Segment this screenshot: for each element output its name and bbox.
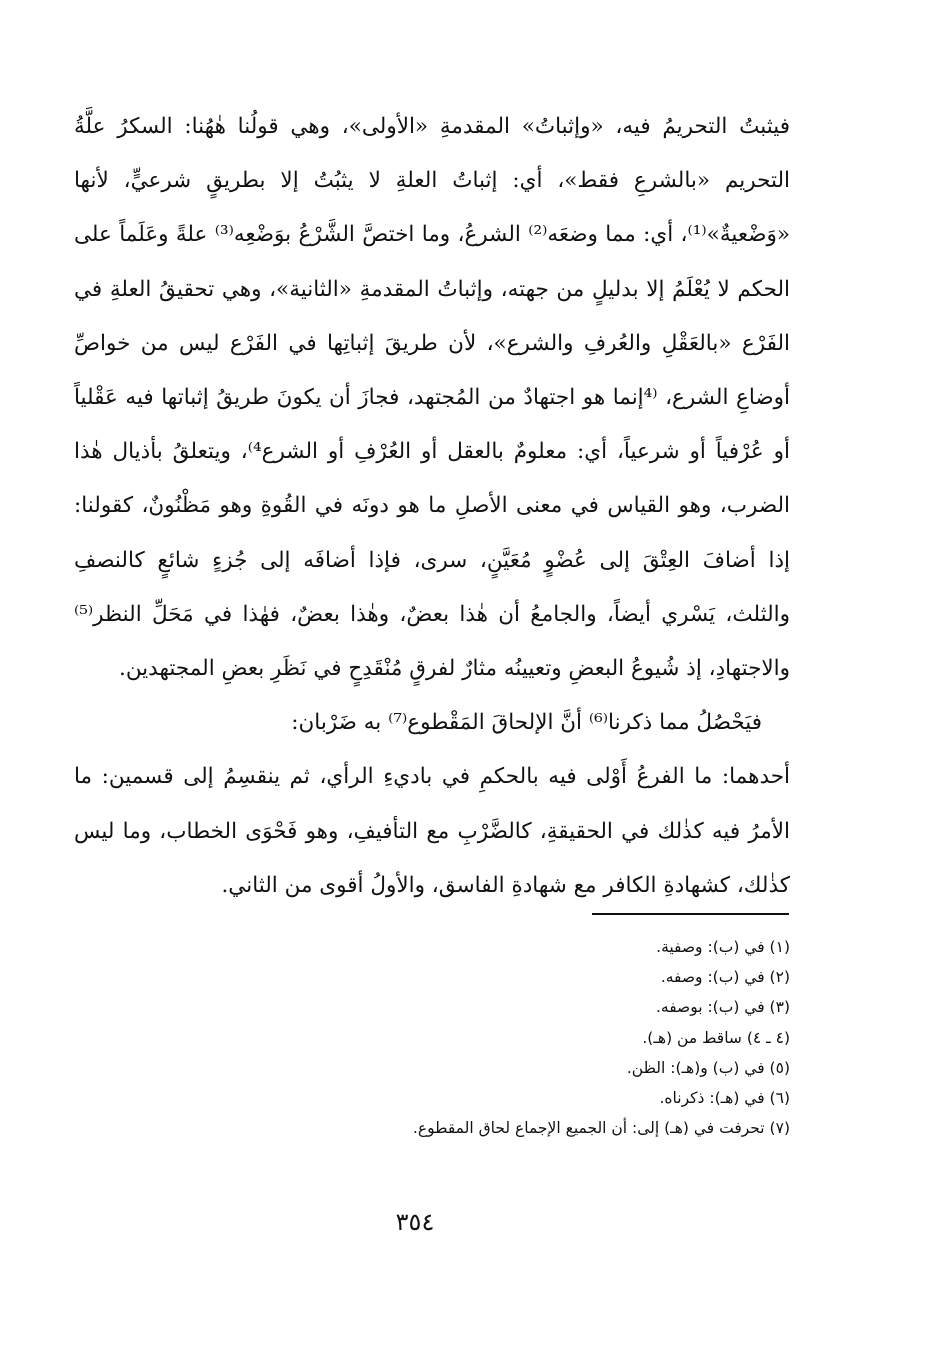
footnote-separator — [592, 913, 789, 915]
main-text-block — [74, 100, 790, 913]
footnote-1: (١) في (ب): وصفية. — [656, 938, 790, 956]
footnotes-list — [200, 932, 790, 1143]
footnote-5: (٥) في (ب) و(هـ): الظن. — [626, 1058, 790, 1077]
footnote-4: (٤ ـ ٤) ساقط من (هـ). — [642, 1028, 790, 1047]
paragraph-1: فيثبتُ التحريمُ فيه، «وإثباتُ» المقدمةِ «الأولى»، وهي قولُنا هٰهُنا: السكرُ علَّةُ التحريم «بالشرعِ فقط»، أي: إثباتُ العلةِ لا يثبُتُ إلا بطريقٍ شرعيٍّ، لأنها «وَضْعيةٌ»⁽¹⁾، أي: مما وضعَه⁽²⁾ الشرعُ، وما اختصَّ الشَّرْعُ بوَضْعِه⁽³⁾ علةً وعَلَماً على الحكم لا يُعْلَمُ إلا بدليلٍ من جهته، وإثباتُ المقدمةِ «الثانية»، وهي تحقيقُ العلةِ في الفَرْع «بالعَقْلِ والعُرفِ والشرع»، لأن طريقَ إثباتِها في الفَرْع ليس من خواصِّ أوضاعِ الشرع، ⁽⁴إنما هو اجتهادٌ من المُجتهد، فجازَ أن يكونَ طريقُ إثباتها فيه عَقْلياً أو عُرْفياً أو شرعياً، أي: معلومٌ بالعقل أو العُرْفِ أو الشرع⁴⁾، ويتعلقُ بأذيال هٰذا الضرب، وهو القياس في معنى الأصلِ ما هو دونَه في القُوةِ وهو مَظْنُونٌ، كقولنا: إذا أضافَ العِتْقَ إلى عُضْوٍ مُعَيَّنٍ، سرى، فإذا أضافَه إلى جُزءٍ شائعٍ كالنصفِ والثلث، يَسْري أيضاً، والجامعُ أن هٰذا بعضٌ، وهٰذا بعضٌ، فهٰذا في مَحَلِّ النظر⁽⁵⁾ والاجتهادِ، إذ شُيوعُ البعضِ وتعيينُه مثارٌ لفرقٍ مُنْقَدِحٍ في نَظَرِ بعضِ المجتهدين. — [74, 114, 791, 682]
page-number: ٣٥٤ — [395, 1208, 435, 1236]
paragraph-3: أحدهما: ما الفرعُ أَوْلى فيه بالحكمِ في باديءِ الرأي، ثم ينقسِمُ إلى قسمين: ما الأمرُ فيه كذٰلك في الحقيقةِ، كالضَّرْبِ مع التأفيفِ، وهو فَحْوَى الخطاب، وما ليس كذٰلك، كشهادةِ الكافر مع شهادةِ الفاسق، والأولُ أقوى من الثاني. — [74, 764, 790, 898]
footnote-3: (٣) في (ب): بوصفه. — [655, 998, 790, 1017]
footnote-2: (٢) في (ب): وصفه. — [660, 968, 790, 987]
paragraph-2: فيَحْصُلُ مما ذكرنا⁽⁶⁾ أنَّ الإلحاقَ المَقْطوع⁽⁷⁾ به ضَرْبان: — [291, 710, 762, 736]
footnote-6: (٦) في (هـ): ذكرناه. — [659, 1089, 790, 1108]
footnote-7: (٧) تحرفت في (هـ) إلى: أن الجميع الإجماع لحاق المقطوع. — [412, 1119, 790, 1138]
